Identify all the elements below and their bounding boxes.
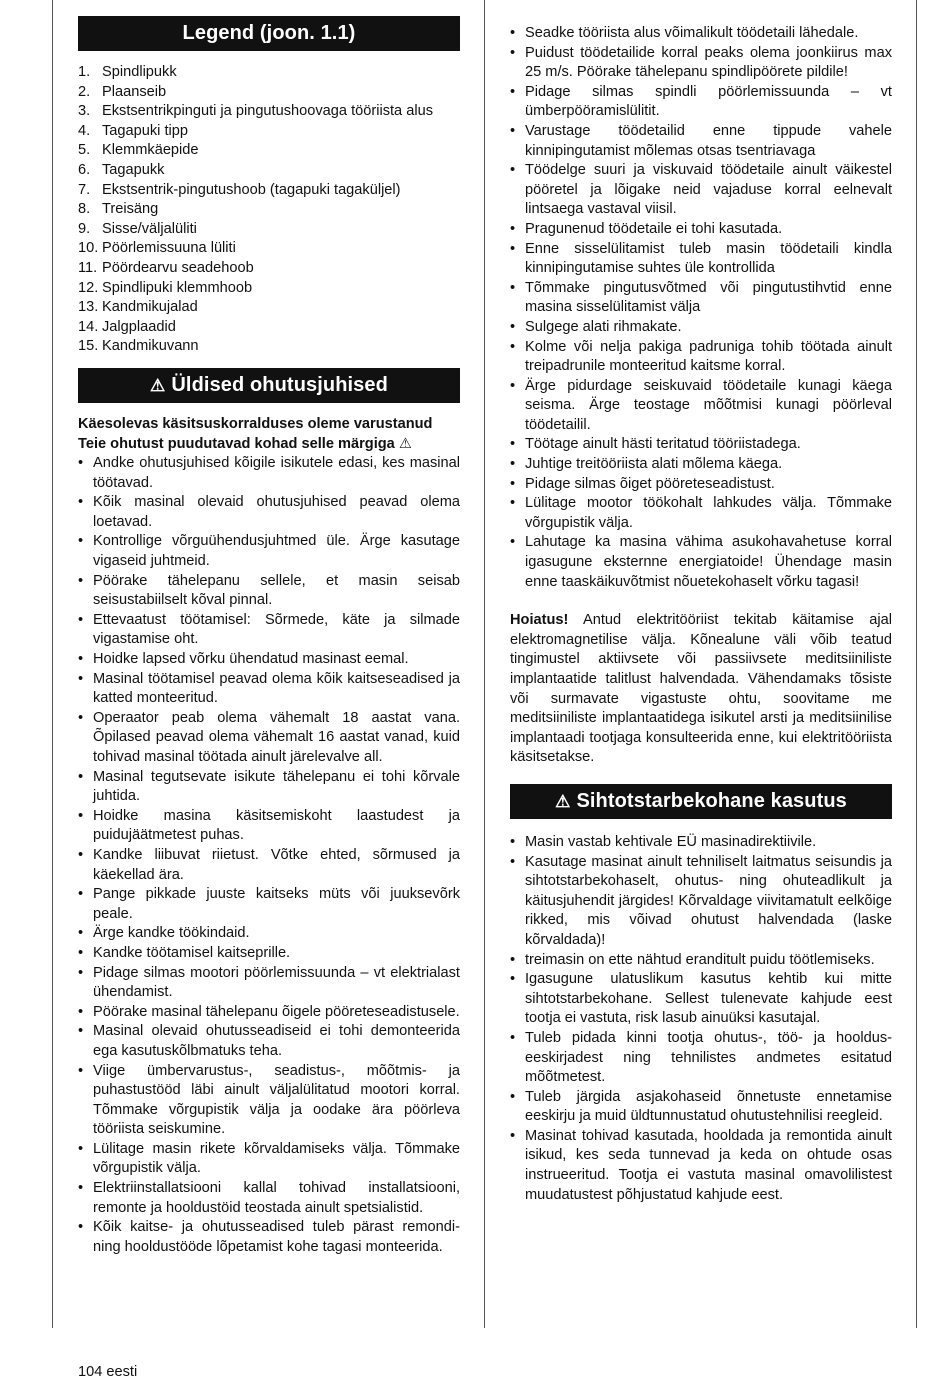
legend-item-number: 10. [78, 240, 99, 257]
safety-item-text: Viige ümbervarustus-, seadistus-, mõõtmis- ja puhastustööd läbi ainult väljalülitatud mootori korral. Tõmmake võrgupistik välja ja oodake ära pöörleva tööriista seiskumine. [93, 1062, 460, 1138]
legend-item-text: Ekstsentrikpinguti ja pingutushoovaga tööriista alus [102, 103, 433, 120]
legend-item [78, 181, 460, 201]
safety-item [510, 455, 892, 475]
safety-item [510, 122, 892, 161]
legend-item-number: 4. [78, 122, 91, 139]
safety-item-text: Masinal töötamisel peavad olema kõik kaitseseadised ja katted monteeritud. [93, 670, 460, 707]
bullet-icon: • [510, 1029, 516, 1046]
safety-heading [78, 368, 460, 403]
safety-item [78, 670, 460, 709]
safety-item-text: Töötage ainult hästi teritatud tööriistadega. [525, 436, 801, 453]
legend-heading [78, 16, 460, 51]
safety-item-text: Kontrollige võrguühendusjuhtmed üle. Ärge kasutage vigaseid juhtmeid. [93, 533, 460, 570]
bullet-icon: • [78, 533, 84, 550]
legend-item-number: 1. [78, 64, 91, 80]
safety-item-text: Lahutage ka masina vähima asukohavahetuse korral igasugune eksternne energiatoide! Ühendage masin enne taaskäikuvõtmist nõuetekohaselt võrku tagasi! [525, 534, 892, 590]
safety-title: Üldised ohutusjuhised [171, 373, 388, 396]
safety-item [78, 1003, 460, 1023]
safety-item [78, 1022, 460, 1061]
intended-use-item-text: Kasutage masinat ainult tehniliselt laitmatus seisundis ja sihtotstarbekohaselt, ohutus- ning ohuteadlikult ja käitusjuhendit järgides! Kõrvaldage viivitamatult eelkõige rikked, mis võivad ohutust halvendada (laske kõrvaldada)! [525, 853, 892, 948]
bullet-icon: • [510, 338, 516, 355]
legend-item-text: Pöördearvu seadehoob [102, 259, 254, 276]
safety-item [78, 1179, 460, 1218]
safety-item [78, 532, 460, 571]
intended-use-item [510, 833, 892, 853]
safety-item [78, 709, 460, 768]
legend-item [78, 318, 460, 338]
legend-item-text: Klemmkäepide [102, 142, 199, 159]
warning-text: Antud elektritööriist tekitab käitamise ajal elektromagnetilise välja. Kõnealune väli võib teatud tingimustel aktiivsete või passiivsete meditsiiniliste implantaatide talitlust halvendada. Vähendamaks tõsiste või surmavate vigastuste ohtu, soovitame me meditsiiniliste implantaatidega isikutel arsti ja meditsiinilise implantaadi tootjaga konsulteerida enne, kui elektritööriista käsitsetakse. [510, 612, 892, 766]
safety-item-text: Varustage töödetailid enne tippude vahele kinnipingutamist mõlemas otsas tsentriavaga [525, 122, 892, 159]
safety-item [78, 768, 460, 807]
safety-item [78, 885, 460, 924]
intended-use-item-text: Tuleb pidada kinni tootja ohutus-, töö- ja hoolduseeskirjadest ning tehnilistes andmetes esitatud mõõtmetest. [525, 1029, 892, 1086]
bullet-icon: • [510, 1127, 516, 1144]
safety-item [78, 964, 460, 1003]
safety-item [78, 1218, 460, 1257]
safety-item [510, 475, 892, 495]
safety-item [510, 338, 892, 377]
safety-item [78, 944, 460, 964]
bullet-icon: • [78, 1219, 84, 1236]
safety-item-text: Enne sisselülitamist tuleb masin töödetaili kindla kinnipingutamise suhtes üle kontrollida [525, 240, 892, 277]
bullet-icon: • [510, 1088, 516, 1105]
legend-item [78, 337, 460, 357]
safety-item-text: Masinal tegutsevate isikute tähelepanu ei tohi kõrvale juhtida. [93, 768, 460, 805]
legend-item-number: 7. [78, 181, 91, 198]
legend-item-number: 15. [78, 338, 99, 355]
intended-use-item-text: Igasugune ulatuslikum kasutus kehtib kui mitte sihtotstarbekohane. Sellest tulenevate kahjude eest tootja ei vastuta, risk lasub ainuüksi kasutajal. [525, 971, 892, 1027]
bullet-icon: • [78, 611, 84, 628]
bullet-icon: • [510, 240, 516, 257]
safety-item-text: Masinal olevaid ohutusseadiseid ei tohi demonteerida ega kasutuskõlbmatuks teha. [93, 1023, 460, 1059]
bullet-icon: • [78, 670, 84, 687]
legend-item [78, 279, 460, 299]
safety-item [78, 807, 460, 846]
intended-use-item-text: treimasin on ette nähtud eranditult puidu töötlemiseks. [525, 951, 875, 968]
emf-warning-paragraph [510, 611, 892, 768]
safety-item-text: Ärge kandke töökindaid. [93, 925, 250, 942]
safety-list-right [510, 24, 892, 592]
legend-item [78, 83, 460, 103]
bullet-icon: • [510, 279, 516, 296]
safety-item-text: Sulgege alati rihmakate. [525, 318, 682, 335]
legend-item-number: 12. [78, 279, 99, 296]
safety-item-text: Ettevaatust töötamisel: Sõrmede, käte ja silmade vigastamise oht. [93, 611, 460, 648]
legend-item [78, 102, 460, 122]
safety-intro: Käesolevas käsitsuskorralduses oleme varustanud Teie ohutust puudutavad kohad selle märgiga ⚠ [78, 415, 433, 452]
legend-item [78, 239, 460, 259]
safety-item-text: Juhtige treitööriista alati mõlema käega. [525, 456, 783, 473]
intended-use-item [510, 970, 892, 1029]
bullet-icon: • [78, 964, 84, 981]
safety-item-text: Kandke liibuvat riietust. Võtke ehted, sõrmused ja käekellad ära. [93, 846, 460, 883]
bullet-icon: • [510, 122, 516, 139]
safety-item [510, 240, 892, 279]
bullet-icon: • [510, 220, 516, 237]
safety-item-text: Pidage silmas mootori pöörlemissuunda – vt elektrialast ühendamist. [93, 964, 460, 1001]
warning-triangle-icon: ⚠ [150, 375, 166, 395]
bullet-icon: • [78, 1062, 84, 1079]
safety-item [78, 454, 460, 493]
legend-item-text: Plaanseib [102, 83, 167, 100]
bullet-icon: • [510, 853, 516, 870]
safety-item [510, 161, 892, 220]
safety-item [78, 650, 460, 670]
safety-item-text: Lülitage mootor töökohalt lahkudes välja. Tõmmake võrgupistik välja. [525, 495, 892, 531]
bullet-icon: • [78, 925, 84, 942]
legend-item [78, 141, 460, 161]
legend-item [78, 298, 460, 318]
bullet-icon: • [78, 651, 84, 668]
bullet-icon: • [78, 572, 84, 589]
bullet-icon: • [510, 534, 516, 551]
bullet-icon: • [78, 944, 84, 961]
safety-item-text: Pidage silmas õiget pööreteseadistust. [525, 475, 775, 492]
legend-title: Legend (joon. 1.1) [182, 22, 356, 44]
intended-use-item-text: Tuleb järgida asjakohaseid õnnetuste ennetamise eeskirju ja muid üldtunnustatud ohutustehnilisi reegleid. [525, 1088, 892, 1125]
bullet-icon: • [510, 495, 516, 512]
safety-item-text: Elektriinstallatsiooni kallal tohivad installatsiooni, remonte ja hooldustöid teostada ainult spetsialistid. [93, 1180, 460, 1216]
bullet-icon: • [78, 1140, 84, 1157]
legend-item-text: Sisse/väljalüliti [102, 220, 197, 237]
legend-item-text: Spindlipukk [102, 64, 177, 80]
legend-item-number: 11. [78, 259, 98, 276]
safety-item-text: Tõmmake pingutusvõtmed või pingutustihvtid enne masina sisselülitamist välja [525, 279, 892, 316]
warning-label: Hoiatus! [510, 612, 569, 629]
bullet-icon: • [510, 44, 516, 61]
intended-use-item [510, 1029, 892, 1088]
safety-item-text: Kõik masinal olevaid ohutusjuhised peavad olema loetavad. [93, 494, 460, 530]
intended-use-item-text: Masin vastab kehtivale EÜ masinadirektiivile. [525, 833, 817, 850]
legend-item-text: Ekstsentrik-pingutushoob (tagapuki tagaküljel) [102, 181, 401, 198]
legend-item-number: 8. [78, 201, 91, 218]
safety-item-text: Ärge pidurdage seiskuvaid töödetaile kunagi käega seisma. Ärge teostage mõõtmisi kunagi pöörleval töödetailil. [525, 377, 892, 433]
legend-item-number: 3. [78, 103, 91, 120]
warning-triangle-icon: ⚠ [398, 435, 412, 452]
legend-item [78, 63, 460, 83]
legend-item-text: Treisäng [102, 201, 159, 218]
intended-use-list [510, 833, 892, 1205]
safety-item-text: Pange pikkade juuste kaitseks müts või juuksevõrk peale. [93, 886, 460, 922]
intended-use-item [510, 853, 892, 951]
legend-item-text: Spindlipuki klemmhoob [102, 279, 253, 296]
safety-item [78, 924, 460, 944]
safety-item [78, 572, 460, 611]
bullet-icon: • [510, 318, 516, 335]
safety-item-text: Pöörake tähelepanu sellele, et masin seisab seisustabiilselt kõval pinnal. [93, 572, 460, 609]
safety-item [78, 493, 460, 532]
bullet-icon: • [510, 456, 516, 473]
safety-item-text: Kandke töötamisel kaitseprille. [93, 944, 291, 961]
intended-use-item [510, 951, 892, 971]
safety-list-left [78, 454, 460, 1257]
bullet-icon: • [78, 768, 84, 785]
safety-item-text: Operaator peab olema vähemalt 18 aastat vana. Õpilased peavad olema vähemalt 16 aastat vanad, kuid tohivad masinal töötada ainult järelevalve all. [93, 709, 460, 765]
bullet-icon: • [78, 1180, 84, 1197]
safety-item [78, 1140, 460, 1179]
safety-item [78, 1062, 460, 1140]
safety-item [510, 377, 892, 436]
bullet-icon: • [78, 455, 84, 472]
safety-item [510, 435, 892, 455]
left-margin-rule [52, 0, 53, 1328]
safety-item-text: Seadke tööriista alus võimalikult töödetaili lähedale. [525, 25, 859, 41]
bullet-icon: • [78, 494, 84, 511]
center-column-rule [484, 0, 485, 1328]
safety-item-text: Kõik kaitse- ja ohutusseadised tuleb pärast remondi- ning hooldustööde lõpetamist kohe tagasi monteerida. [93, 1219, 460, 1255]
bullet-icon: • [510, 436, 516, 453]
legend-item [78, 161, 460, 181]
safety-item [510, 220, 892, 240]
right-margin-rule [916, 0, 917, 1328]
bullet-icon: • [78, 709, 84, 726]
safety-item [510, 83, 892, 122]
safety-item-text: Hoidke masina käsitsemiskoht laastudest ja puidujäätmetest puhas. [93, 807, 460, 844]
bullet-icon: • [510, 377, 516, 394]
safety-item [78, 611, 460, 650]
legend-list [78, 63, 460, 357]
intended-use-item [510, 1127, 892, 1205]
intended-use-title: Sihtotstarbekohane kasutus [576, 789, 847, 812]
legend-item [78, 220, 460, 240]
legend-item [78, 259, 460, 279]
safety-item-text: Andke ohutusjuhised kõigile isikutele edasi, kes masinal töötavad. [93, 455, 460, 491]
safety-item [510, 494, 892, 533]
bullet-icon: • [510, 475, 516, 492]
safety-item [510, 533, 892, 592]
legend-item-number: 5. [78, 142, 91, 159]
legend-item [78, 122, 460, 142]
legend-item-number: 2. [78, 83, 91, 100]
bullet-icon: • [510, 971, 516, 988]
safety-item [510, 24, 892, 44]
safety-item [510, 44, 892, 83]
bullet-icon: • [510, 951, 516, 968]
safety-item-text: Lülitage masin rikete kõrvaldamiseks välja. Tõmmake võrgupistik välja. [93, 1140, 460, 1177]
safety-item-text: Puidust töödetailide korral peaks olema joonkiirus max 25 m/s. Pöörake tähelepanu spindlipöörete pildile! [525, 44, 892, 81]
safety-item [78, 846, 460, 885]
legend-item-text: Tagapuki tipp [102, 122, 189, 139]
safety-item-text: Hoidke lapsed võrku ühendatud masinast eemal. [93, 651, 409, 668]
legend-item-text: Kandmikujalad [102, 299, 198, 316]
right-column [510, 24, 892, 1205]
warning-triangle-icon: ⚠ [555, 791, 571, 811]
safety-item [510, 279, 892, 318]
bullet-icon: • [78, 807, 84, 824]
legend-item-text: Kandmikuvann [102, 338, 199, 355]
safety-item [510, 318, 892, 338]
legend-item-text: Pöörlemissuuna lüliti [102, 240, 236, 257]
bullet-icon: • [510, 162, 516, 179]
bullet-icon: • [78, 1023, 84, 1040]
bullet-icon: • [510, 833, 516, 850]
legend-item-text: Tagapukk [102, 161, 165, 178]
safety-item-text: Kolme või nelja pakiga padruniga tohib töötada ainult treipadrunile monteeritud kaitsme korral. [525, 338, 892, 375]
bullet-icon: • [78, 1003, 84, 1020]
safety-item-text: Pöörake masinal tähelepanu õigele pööreteseadistusele. [93, 1003, 460, 1020]
safety-item-text: Pidage silmas spindli pöörlemissuunda – vt ümberpööramislülitit. [525, 83, 892, 120]
bullet-icon: • [510, 83, 516, 100]
left-column [78, 16, 460, 1257]
intended-use-item-text: Masinat tohivad kasutada, hooldada ja remontida ainult isikud, kes seda tunnevad ja keda on ohtude osas instrueeritud. Tootja ei vastuta masinal omavolilistest muudatustest põhjustatud kahjude eest. [525, 1127, 892, 1203]
legend-item-text: Jalgplaadid [102, 318, 176, 335]
intended-use-item [510, 1088, 892, 1127]
bullet-icon: • [510, 25, 516, 41]
intended-use-heading [510, 784, 892, 819]
legend-item-number: 9. [78, 220, 91, 237]
page-footer: 104 eesti [78, 1364, 138, 1380]
bullet-icon: • [78, 886, 84, 903]
bullet-icon: • [78, 846, 84, 863]
safety-item-text: Töödelge suuri ja viskuvaid töödetaile ainult väikestel pööretel ja lõigake neid vajaduse korral eelnevalt lintsaega vastaval viisil. [525, 162, 892, 218]
legend-item-number: 14. [78, 318, 99, 335]
legend-item [78, 200, 460, 220]
safety-item-text: Pragunenud töödetaile ei tohi kasutada. [525, 220, 783, 237]
legend-item-number: 6. [78, 161, 91, 178]
legend-item-number: 13. [78, 299, 99, 316]
